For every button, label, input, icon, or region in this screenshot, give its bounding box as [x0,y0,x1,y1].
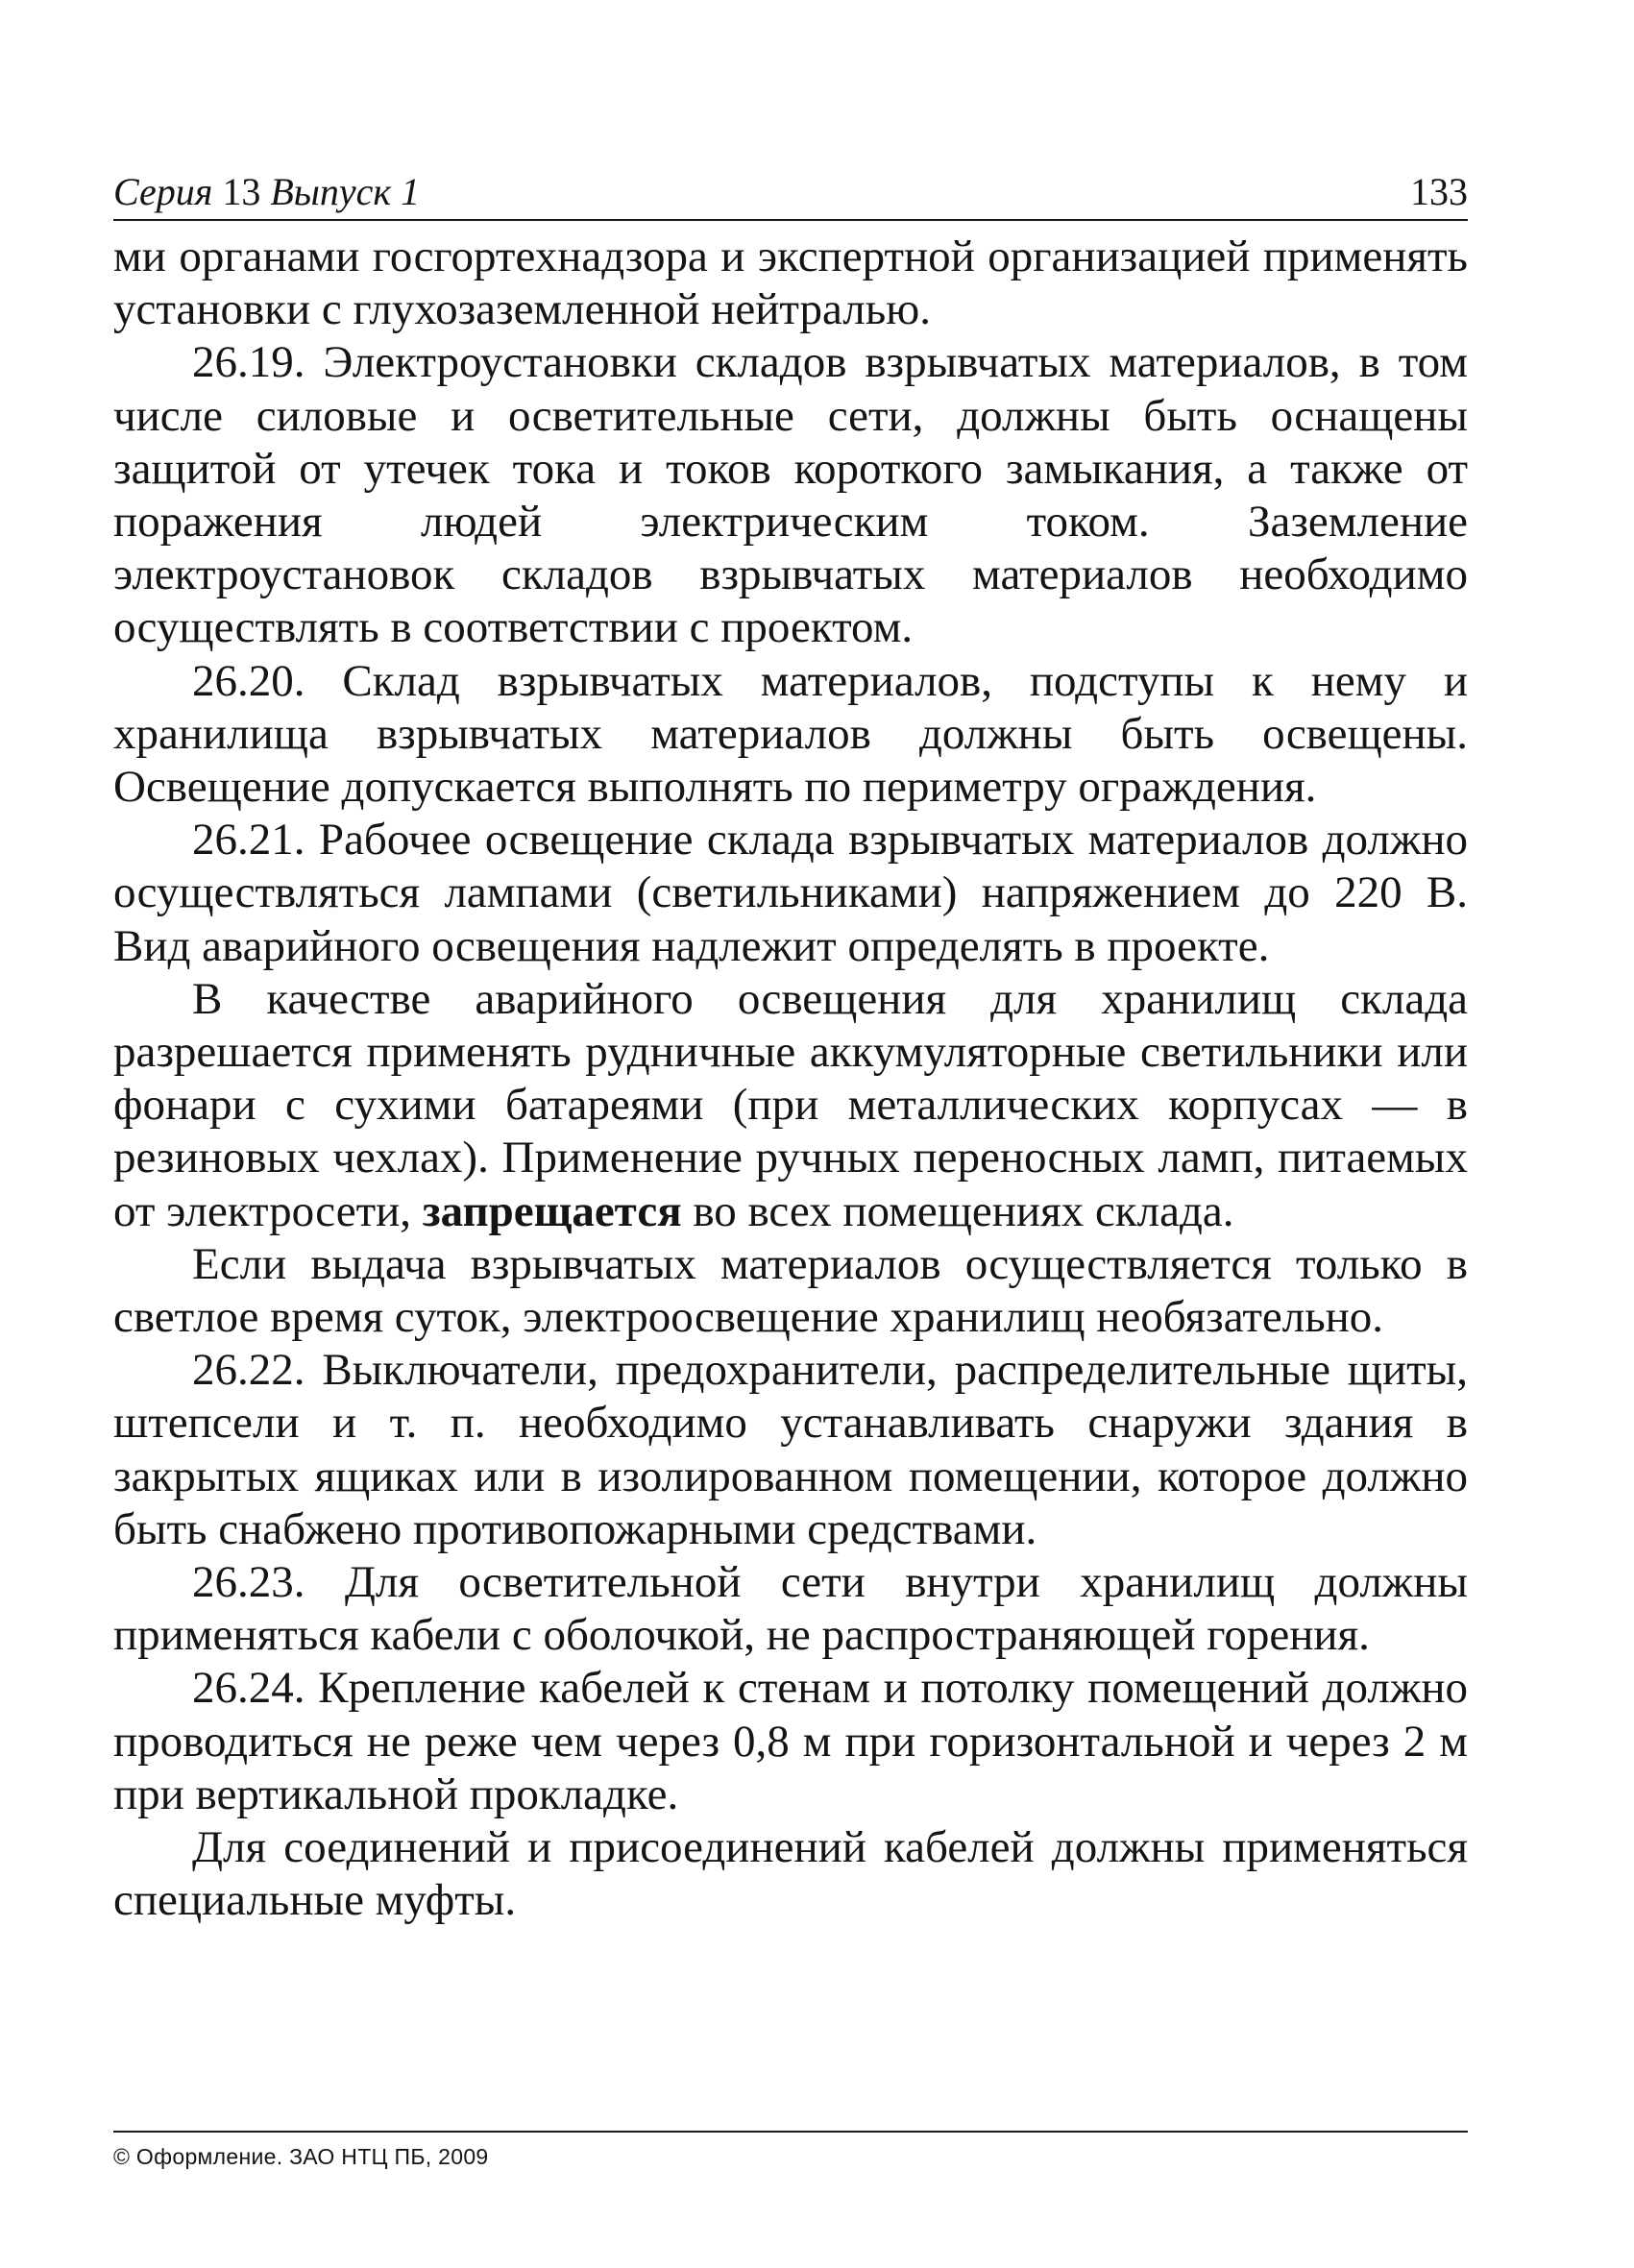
paragraph-26-19: 26.19. Электроустановки складов взрывчатых материалов, в том числе силовые и осветительные сети, должны быть оснащены защитой от утечек тока и токов короткого замыкания, а также от поражения людей электрическим током. Заземление электроустановок складов взрывчатых материалов необходимо осуществлять в соответствии с проектом. [113,337,1468,653]
issue-label: Выпуск [260,170,402,213]
paragraph-cable-couplings: Для соединений и присоединений кабелей должны применяться специальные муфты. [113,1822,1468,1926]
paragraph-26-21: 26.21. Рабочее освещение склада взрывчатых материалов должно осуществляться лампами (светильниками) напряжением до 220 В. Вид аварийного освещения надлежит определять в проекте. [113,815,1468,971]
issue-number: 1 [401,170,421,213]
footer-divider [113,2131,1468,2133]
paragraph-text-after: во всех помещениях склада. [681,1185,1234,1236]
paragraph-emergency-lighting [113,973,1468,1238]
paragraph-26-23: 26.23. Для осветительной сети внутри хранилищ должны применяться кабели с оболочкой, не распространяющей горения. [113,1557,1468,1661]
page-body [113,231,1468,1928]
paragraph-text-before: В качестве аварийного освещения для хранилищ склада разрешается применять рудничные аккумуляторные светильники или фонари с сухими батареями (при металлических корпусах — в резиновых чехлах). Применение ручных переносных ламп, питаемых от электросети, [113,973,1468,1236]
series-label: Серия [113,170,223,213]
page-number: 133 [1410,170,1468,213]
footer-copyright: © Оформление. ЗАО НТЦ ПБ, 2009 [113,2144,489,2169]
series-title [113,169,420,215]
paragraph-daylight-only: Если выдача взрывчатых материалов осуществляется только в светлое время суток, электроосвещение хранилищ необязательно. [113,1238,1468,1343]
paragraph-26-24: 26.24. Крепление кабелей к стенам и потолку помещений должно проводиться не реже чем через 0,8 м при горизонтальной и через 2 м при вертикальной прокладке. [113,1663,1468,1819]
paragraph-26-22: 26.22. Выключатели, предохранители, распределительные щиты, штепсели и т. п. необходимо устанавливать снаружи здания в закрытых ящиках или в изолированном помещении, которое должно быть снабжено противопожарными средствами. [113,1345,1468,1554]
series-number: 13 [222,170,261,213]
paragraph-26-20: 26.20. Склад взрывчатых материалов, подступы к нему и хранилища взрывчатых материалов должны быть освещены. Освещение допускается выполнять по периметру ограждения. [113,655,1468,813]
running-header [113,169,1468,221]
paragraph-continuation: ми органами госгортехнадзора и экспертной организацией применять установки с глухозаземленной нейтралью. [113,232,1468,335]
emphasis-prohibited: запрещается [422,1185,682,1236]
